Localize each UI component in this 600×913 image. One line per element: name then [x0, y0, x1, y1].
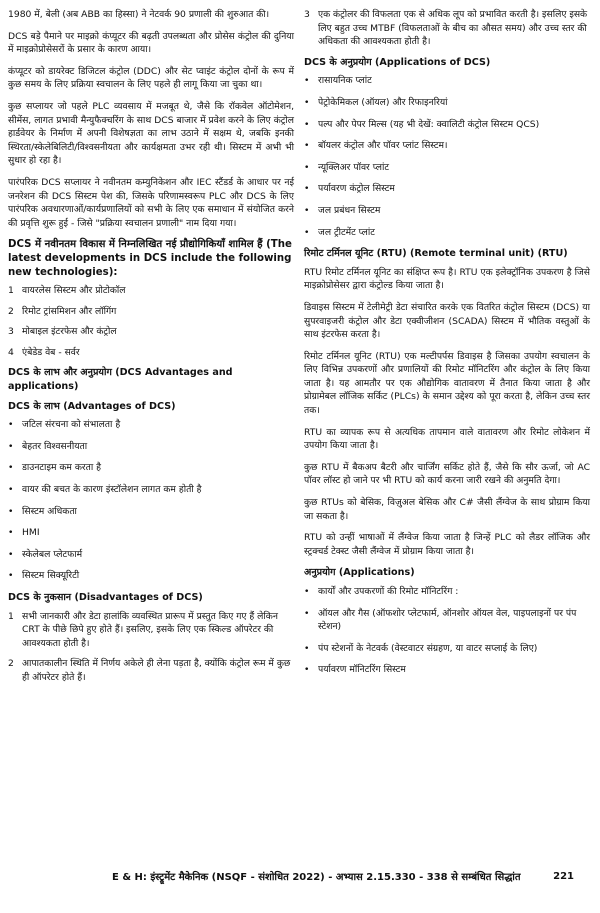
item-text: ऑयल और गैस (ऑफशोर प्लेटफार्म, ऑनशोर ऑयल वेल, पाइपलाइनों पर पंप स्टेशन): [318, 607, 577, 633]
paragraph: डिवाइस सिस्टम में टेलीमेट्री डेटा संचारित करके एक वितरित कंट्रोल सिस्टम (DCS) या सुपरवाइजरी कंट्रोल और डेटा एक्वीजीशन (SCADA) सिस्टम में भौतिक वस्तुओं के साथ इंटरफेस करता है।: [304, 301, 590, 341]
item-text: पर्यावरण कंट्रोल सिस्टम: [318, 183, 395, 195]
page-number: 221: [553, 870, 574, 882]
item-number: 1: [8, 610, 14, 622]
paragraph: कंप्यूटर को डायरेक्ट डिजिटल कंट्रोल (DDC) और सेट प्वाइंट कंट्रोल दोनों के रूप में कुछ समय के लिए प्रक्रिया स्वचालन के लिए पहले ही लागू किया जा चुका था।: [8, 65, 294, 91]
paragraph: RTU को उन्हीं भाषाओं में लैंग्वेज किया जाता है जिन्हें PLC को लैडर लॉजिक और स्ट्रक्चर्ड टेक्स्ट जैसी लैंग्वेज में प्रोग्राम किया जाता है।: [304, 532, 590, 557]
item-text: वायर की बचत के कारण इंस्टॉलेशन लागत कम होती है: [22, 484, 202, 496]
item-text: एंबेडेड वेब - सर्वर: [22, 346, 80, 358]
item-number: 1: [8, 285, 14, 297]
right-column: [304, 8, 590, 866]
list-item: [304, 607, 590, 634]
list-item: [8, 548, 294, 562]
list-item: [8, 657, 294, 684]
item-text: पर्यावरण मॉनिटरिंग सिस्टम: [318, 664, 406, 676]
list-item: [304, 74, 590, 88]
section-heading: रिमोट टर्मिनल यूनिट (RTU) (Remote terminal unit) (RTU): [304, 248, 568, 260]
disadvantages-list: [8, 610, 294, 685]
item-text: रिमोट ट्रांसमिशन और लॉगिंग: [22, 305, 117, 317]
list-item: [8, 483, 294, 497]
list-item: [8, 440, 294, 454]
paragraph: कुछ सप्लायर जो पहले PLC व्यवसाय में मजबूत थे, जैसे कि रॉकवेल ऑटोमेशन, सीमेंस, लागत प्रभावी मैन्युफैक्चरिंग के साथ DCS बाजार में प्रवेश करने के लिए कंट्रोल हार्डवेयर के निर्माण में अपनी विशेषज्ञता का लाभ उठाने में सक्षम थे, जबकि इनकी स्थिरता/स्केलेबिलिटी/विश्वसनीयता और कार्यक्षमता उभर रही थी। सिस्टम में अभी भी सुधार हो रहा है।: [8, 100, 294, 167]
item-text: स्केलेबल प्लेटफार्म: [22, 548, 83, 560]
item-text: जल प्रबंधन सिस्टम: [318, 204, 381, 216]
list-item: [8, 526, 294, 540]
bullet-icon: •: [304, 183, 310, 195]
list-item: [304, 226, 590, 240]
item-text: बॉयलर कंट्रोल और पॉवर प्लांट सिस्टम।: [318, 140, 448, 152]
bullet-icon: •: [8, 419, 14, 431]
bullet-icon: •: [304, 75, 310, 87]
paragraph: कुछ RTU में बैकअप बैटरी और चार्जिंग सर्किट होते हैं, जैसे कि सौर ऊर्जा, जो AC पॉवर लॉस्ट हो जाने पर भी RTU को कार्य करना जारी रखने की अनुमति देगा।: [304, 461, 590, 487]
item-text: वायरलेस सिस्टम और प्रोटोकॉल: [22, 285, 126, 297]
disadvantages-list-continued: [304, 8, 590, 49]
bullet-icon: •: [304, 607, 310, 619]
advantages-list: [8, 418, 294, 583]
bullet-icon: •: [304, 140, 310, 152]
list-item: [8, 325, 294, 339]
list-item: [8, 284, 294, 298]
section-heading: DCS में नवीनतम विकास में निम्नलिखित नई प्रौद्योगिकियाँ शामिल हैं (The latest developments in DCS include the following new technologies):: [8, 239, 292, 278]
item-number: 3: [304, 9, 310, 20]
list-item: [8, 418, 294, 432]
left-column: [8, 8, 294, 866]
list-item: [304, 585, 590, 599]
item-text: सिस्टम अधिकता: [22, 505, 77, 517]
bullet-icon: •: [8, 570, 14, 582]
list-item: [8, 610, 294, 651]
list-item: [304, 161, 590, 175]
list-item: [304, 118, 590, 132]
paragraph: 1980 में, बेली (अब ABB का हिस्सा) ने नेटवर्क 90 प्रणाली की शुरुआत की।: [8, 9, 270, 20]
bullet-icon: •: [304, 96, 310, 108]
list-item: [304, 96, 590, 110]
item-text: एक कंट्रोलर की विफलता एक से अधिक लूप को प्रभावित करती है। इसलिए इसके लिए बहुत उच्च MTBF (विफलताओं के बीच का औसत समय) और उच्च स्तर की अधिकता की आवश्यकता होती है।: [318, 9, 588, 48]
applications-list: [304, 74, 590, 239]
item-number: 2: [8, 658, 14, 670]
list-item: [304, 139, 590, 153]
item-text: रासायनिक प्लांट: [318, 75, 372, 87]
item-text: सभी जानकारी और डेटा हालांकि व्यवस्थित प्रारूप में प्रस्तुत किए गए हैं लेकिन CRT के पीछे छिपे हुए होते हैं। इसलिए, इसके लिए एक स्किल्ड ऑपरेटर की आवश्यकता होती है।: [22, 610, 278, 649]
list-item: [8, 505, 294, 519]
bullet-icon: •: [304, 664, 310, 676]
section-heading: DCS के अनुप्रयोग (Applications of DCS): [304, 56, 491, 68]
paragraph: DCS बड़े पैमाने पर माइक्रो कंप्यूटर की बढ़ती उपलब्धता और प्रोसेस कंट्रोल की दुनिया में माइक्रोप्रोसेसरों के प्रसार के कारण आया।: [8, 30, 294, 56]
columns: [8, 8, 592, 866]
bullet-icon: •: [8, 484, 14, 496]
rtu-applications-list: [304, 585, 590, 677]
bullet-icon: •: [8, 548, 14, 560]
tech-list: [8, 284, 294, 359]
item-text: पेट्रोकेमिकल (ऑयल) और रिफाइनरियां: [318, 96, 448, 108]
item-text: मोबाइल इंटरफेस और कंट्रोल: [22, 326, 117, 338]
item-text: कार्यों और उपकरणों की रिमोट मॉनिटरिंग :: [318, 586, 459, 597]
list-item: [304, 642, 590, 656]
bullet-icon: •: [8, 505, 14, 517]
item-text: जटिल संरचना को संभालता है: [22, 419, 121, 431]
paragraph: रिमोट टर्मिनल यूनिट (RTU) एक मल्टीपर्पस डिवाइस है जिसका उपयोग स्वचालन के लिए विभिन्न उपकरणों और प्रणालियों की रिमोट मॉनिटरिंग और कंट्रोल के लिए किया जाता है। यह आमतौर पर एक औद्योगिक वातावरण में तैनात किया जाता है और प्रोग्रामेबल लॉजिक सर्किट (PLCs) के समान उद्देश्य को पूरा करता है, लेकिन उच्च स्तर तक।: [304, 350, 590, 417]
section-heading: अनुप्रयोग (Applications): [304, 567, 415, 579]
paragraph: RTU का व्यापक रूप से अत्यधिक तापमान वाले वातावरण और रिमोट लोकेशन में उपयोग किया जाता है।: [304, 426, 590, 452]
list-item: [304, 182, 590, 196]
item-text: न्यूक्लिअर पॉवर प्लांट: [318, 161, 389, 173]
paragraph: कुछ RTUs को बेसिक, विज़ुअल बेसिक और C# जैसी लैंग्वेज के साथ प्रोग्राम किया जा सकता है।: [304, 497, 590, 522]
list-item: [304, 204, 590, 218]
item-text: HMI: [22, 527, 40, 539]
list-item: [8, 346, 294, 360]
paragraph: RTU रिमोट टर्मिनल यूनिट का संक्षिप्त रूप है। RTU एक इलेक्ट्रॉनिक उपकरण है जिसे माइक्रोप्रोसेसर द्वारा कंट्रोल्ड किया जाता है।: [304, 266, 590, 292]
bullet-icon: •: [304, 226, 310, 238]
list-item: [304, 663, 590, 677]
bullet-icon: •: [304, 642, 310, 654]
item-text: डाउनटाइम कम करता है: [22, 462, 102, 474]
item-number: 2: [8, 305, 14, 317]
list-item: [8, 461, 294, 475]
list-item: [8, 569, 294, 583]
item-number: 3: [8, 326, 14, 338]
page-footer: [0, 865, 600, 887]
subsection-heading: DCS के लाभ (Advantages of DCS): [8, 400, 176, 412]
item-text: सिस्टम सिक्यूरिटी: [22, 570, 80, 582]
bullet-icon: •: [8, 462, 14, 474]
bullet-icon: •: [8, 440, 14, 452]
footer-text: E & H: इंस्ट्रूमेंट मैकेनिक (NSQF - संशोधित 2022) - अभ्यास 2.15.330 - 338 से सम्बंधित सिद्धांत: [112, 872, 521, 883]
bullet-icon: •: [304, 118, 310, 130]
item-text: पल्प और पेपर मिल्स (यह भी देखें: क्वालिटी कंट्रोल सिस्टम QCS): [318, 118, 540, 130]
item-text: आपातकालीन स्थिति में निर्णय अकेले ही लेना पड़ता है, क्योंकि कंट्रोल रूम में कुछ ही ऑपरेटर होते हैं।: [22, 658, 291, 683]
bullet-icon: •: [304, 586, 310, 597]
bullet-icon: •: [8, 527, 14, 539]
list-item: [304, 8, 590, 49]
item-text: जल ट्रीटमेंट प्लांट: [318, 226, 375, 238]
item-text: बेहतर विश्वसनीयता: [22, 440, 88, 452]
bullet-icon: •: [304, 204, 310, 216]
item-number: 4: [8, 346, 14, 358]
section-heading: DCS के लाभ और अनुप्रयोग (DCS Advantages and applications): [8, 367, 233, 393]
section-heading: DCS के नुकसान (Disadvantages of DCS): [8, 592, 203, 603]
item-text: पंप स्टेशनों के नेटवर्क (वेस्टवाटर संग्रहण, या वाटर सप्लाई के लिए): [318, 642, 538, 654]
bullet-icon: •: [304, 161, 310, 173]
list-item: [8, 305, 294, 319]
paragraph: पारंपरिक DCS सप्लायर ने नवीनतम कम्युनिकेशन और IEC स्टैंडर्ड के आधार पर नई जनरेशन की DCS सिस्टम पेश की, जिसके परिणामस्वरूप PLC और DCS के लिए पारंपरिक अवधारणाओं/कार्यप्रणालियों को सभी के लिए एक समाधान में संयोजित करने की प्रवृत्ति शुरू हुई - जिसे "प्रक्रिया स्वचालन प्रणाली" नाम दिया गया।: [8, 176, 294, 229]
